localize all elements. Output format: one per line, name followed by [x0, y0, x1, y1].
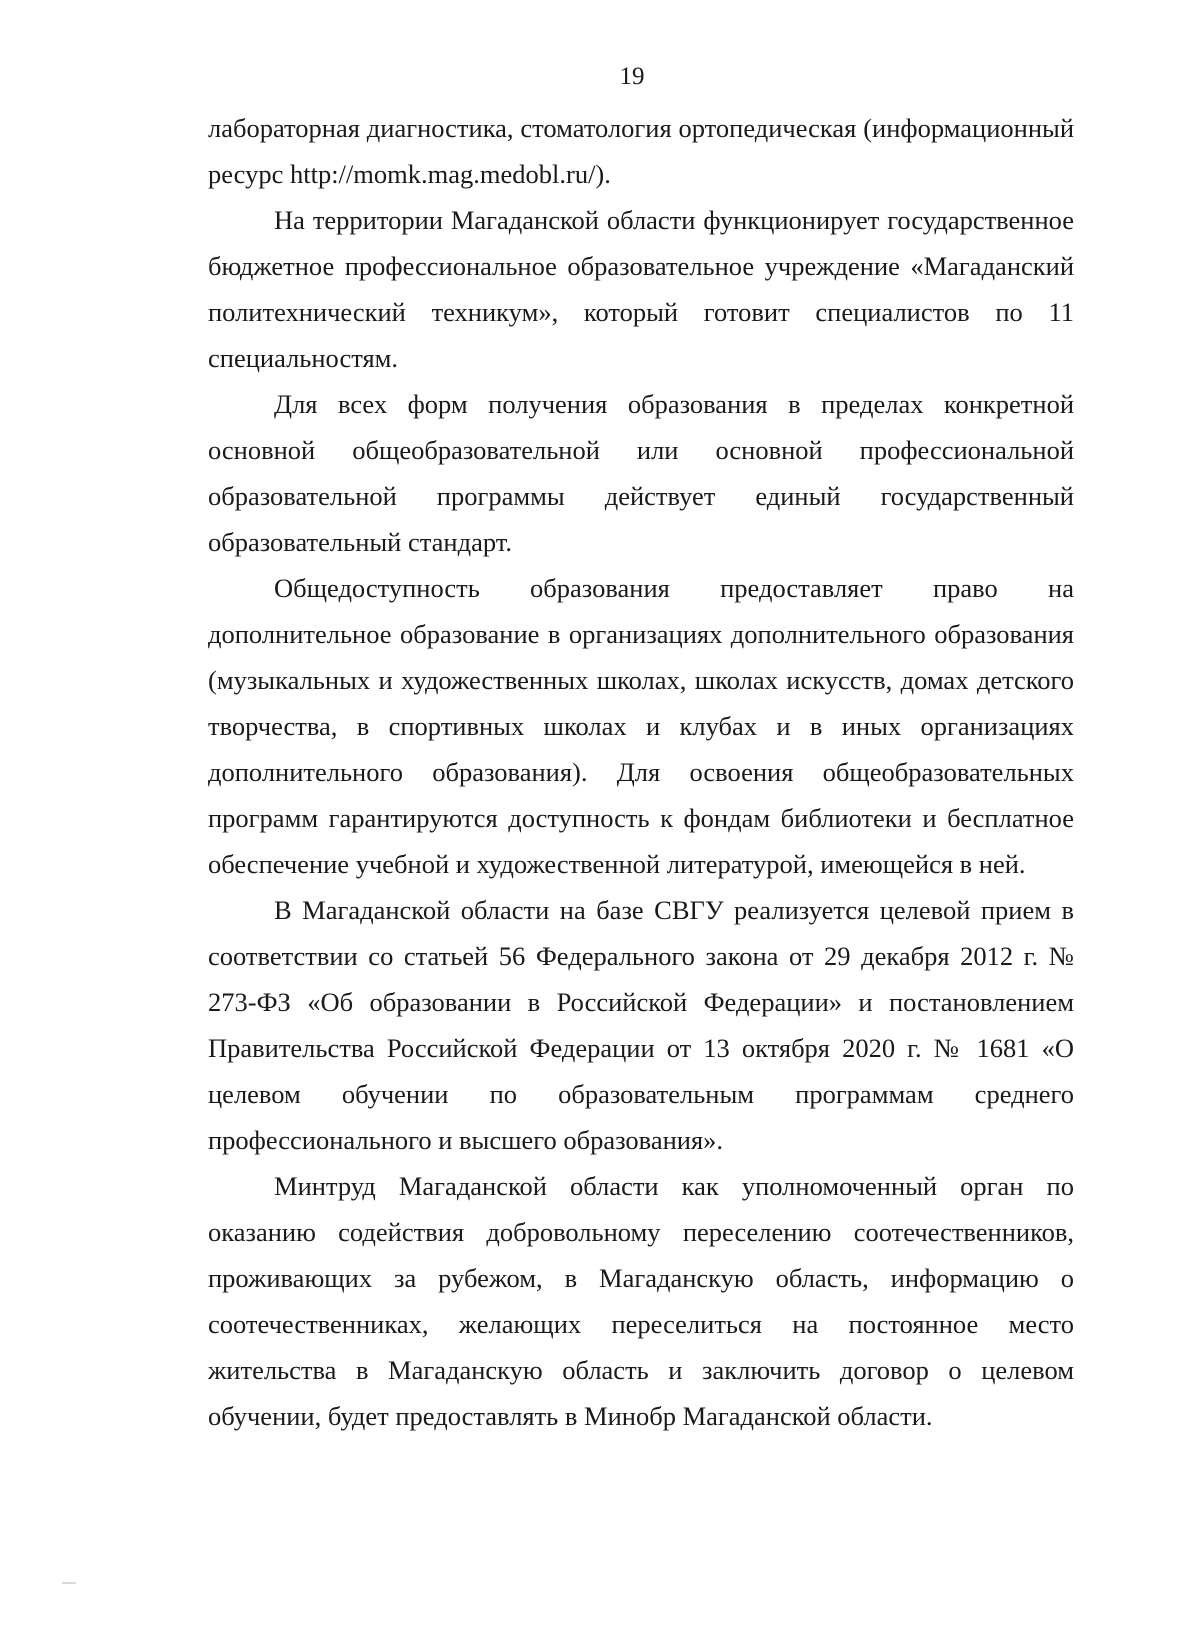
scan-artifact: [62, 1582, 76, 1584]
paragraph-continuation: лабораторная диагностика, стоматология ортопедическая (информационный ресурс http://momk.mag.medobl.ru/).: [208, 113, 1074, 189]
paragraph-target-admission: В Магаданской области на базе СВГУ реализуется целевой прием в соответствии со статьей 56 Федерального закона от 29 декабря 2012 г. № 273-ФЗ «Об образовании в Российской Федерации» и постановлением Правительства Российской Федерации от 13 октября 2020 г. № 1681 «О целевом обучении по образовательным программам среднего профессионального и высшего образования».: [208, 895, 1074, 1155]
paragraph-polytechnic: На территории Магаданской области функционирует государственное бюджетное профессиональное образовательное учреждение «Магаданский политехнический техникум», который готовит специалистов по 11 специальностям.: [208, 205, 1074, 373]
paragraph-mintrud: Минтруд Магаданской области как уполномоченный орган по оказанию содействия добровольному переселению соотечественников, проживающих за рубежом, в Магаданскую область, информацию о соотечественниках, желающих переселиться на постоянное место жительства в Магаданскую область и заключить договор о целевом обучении, будет предоставлять в Минобр Магаданской области.: [208, 1171, 1074, 1431]
page-number: 19: [619, 63, 645, 90]
paragraph-standard: Для всех форм получения образования в пределах конкретной основной общеобразовательной или основной профессиональной образовательной программы действует единый государственный образовательный стандарт.: [208, 389, 1074, 557]
body-text: [208, 105, 1074, 1439]
paragraph-accessibility: Общедоступность образования предоставляет право на дополнительное образование в организациях дополнительного образования (музыкальных и художественных школах, школах искусств, домах детского творчества, в спортивных школах и клубах и в иных организациях дополнительного образования). Для освоения общеобразовательных программ гарантируются доступность к фондам библиотеки и бесплатное обеспечение учебной и художественной литературой, имеющейся в ней.: [208, 573, 1074, 879]
